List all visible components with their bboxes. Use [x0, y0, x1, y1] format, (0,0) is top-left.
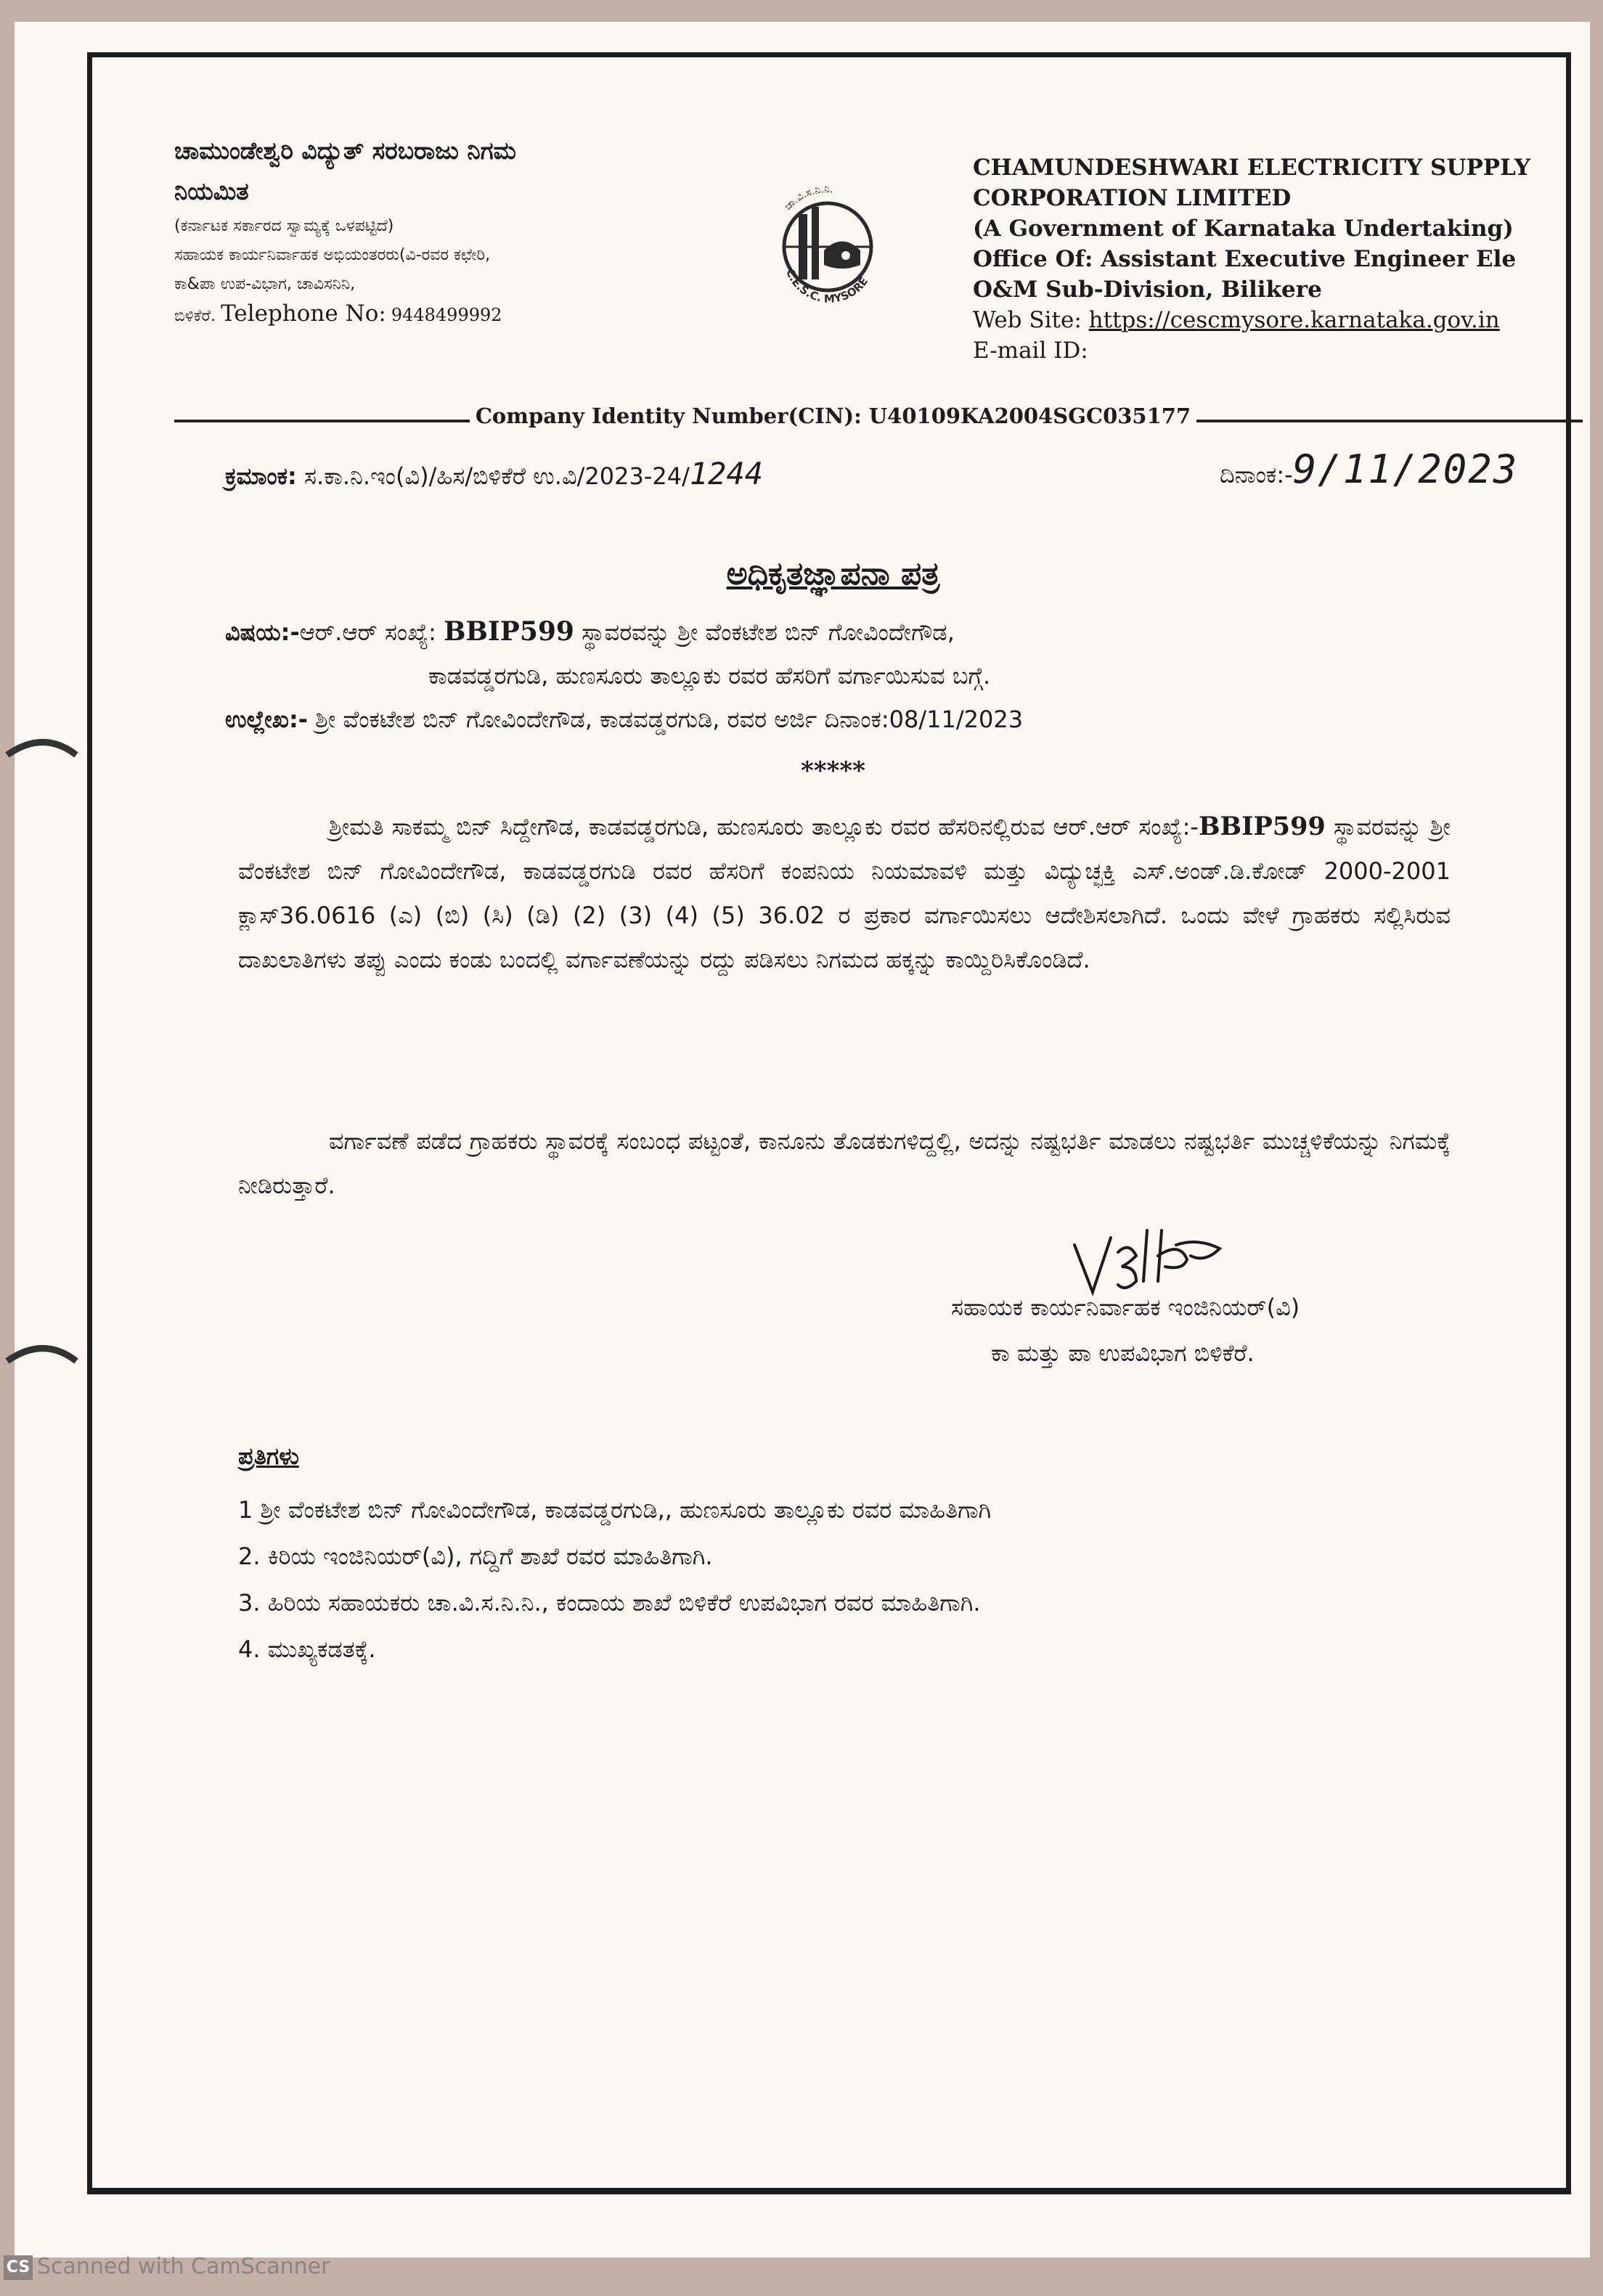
handwritten-date: 9/11/2023	[1292, 446, 1519, 492]
email-label: E-mail ID:	[973, 338, 1088, 364]
document-title: ಅಧಿಕೃತಜ್ಞಾಪನಾ ಪತ್ರ	[726, 555, 940, 592]
org-suffix-kannada: ನಿಯಮಿತ	[174, 177, 249, 205]
svg-text:C.E.S.C. MYSORE	[783, 267, 870, 306]
reference-number	[225, 456, 763, 491]
cin-line: Company Identity Number(CIN): U40109KA2004SGC035177	[174, 404, 1492, 428]
org-name-kannada: ಚಾಮುಂಡೇಶ್ವರಿ ವಿದ್ಯುತ್ ಸರಬರಾಜು ನಿಗಮ	[174, 136, 516, 165]
office-english: Office Of: Assistant Executive Engineer Ele	[973, 246, 1517, 272]
camscanner-badge: CS	[4, 2255, 33, 2280]
govt-undertaking-english: (A Government of Karnataka Undertaking)	[973, 216, 1514, 242]
place-kannada: ಬಿಳಿಕೆರೆ.	[174, 307, 216, 325]
body-paragraph-2: ವರ್ಗಾವಣೆ ಪಡೆದ ಗ್ರಾಹಕರು ಸ್ಥಾವರಕ್ಕೆ ಸಂಬಂಧ ಪಟ್ಟಂತೆ, ಕಾನೂನು ತೊಡಕುಗಳಿದ್ದಲ್ಲಿ, ಅದನ್ನು ನಷ್ಟಭರ್ತಿ ಮಾಡಲು ನಷ್ಟಭರ್ತಿ ಮುಚ್ಚಳಿಕೆಯನ್ನು ನಿಗಮಕ್ಕೆ ನೀಡಿರುತ್ತಾರೆ.	[238, 1127, 1451, 1199]
date-label: ದಿನಾಂಕ:-	[1220, 461, 1293, 489]
subject-line-2: ಕಾಡವಡ್ಡರಗುಡಿ, ಹುಣಸೂರು ತಾಲ್ಲೂಕು ರವರ ಹೆಸರಿಗೆ ವರ್ಗಾಯಿಸುವ ಬಗ್ಗೆ.	[428, 662, 991, 690]
header-right	[973, 152, 1575, 366]
org-suffix-english: CORPORATION LIMITED	[973, 185, 1292, 211]
date-line	[1220, 446, 1518, 492]
list-item: 2. ಕಿರಿಯ ಇಂಜಿನಿಯರ್(ವಿ), ಗದ್ದಿಗೆ ಶಾಖೆ ರವರ ಮಾಹಿತಿಗಾಗಿ.	[238, 1543, 713, 1570]
handwritten-number: 1244	[689, 456, 764, 491]
subject-block	[225, 610, 1474, 741]
telephone-label: Telephone No:	[221, 301, 386, 327]
subdivision-english: O&M Sub-Division, Bilikere	[973, 277, 1322, 303]
rr-number: BBIP599	[444, 616, 574, 647]
separator-stars: *****	[801, 756, 865, 785]
header-left	[174, 131, 755, 331]
body-rr-number: BBIP599	[1198, 812, 1326, 841]
reference-application-text: ಶ್ರೀ ವೆಂಕಟೇಶ ಬಿನ್ ಗೋವಿಂದೇಗೌಡ, ಕಾಡವಡ್ಡರಗುಡಿ, ರವರ ಅರ್ಜಿ ದಿನಾಂಕ:08/11/2023	[315, 706, 1024, 733]
website-line	[973, 305, 1575, 335]
list-item: 3. ಹಿರಿಯ ಸಹಾಯಕರು ಚಾ.ವಿ.ಸ.ನಿ.ನಿ., ಕಂದಾಯ ಶಾಖೆ ಬಿಳಿಕೆರೆ ಉಪವಿಭಾಗ ರವರ ಮಾಹಿತಿಗಾಗಿ.	[238, 1589, 981, 1617]
binder-ring-icon	[0, 1339, 87, 1383]
logo-top-text: ಚಾ.ವಿ.ಸ.ನಿ.ನಿ.	[782, 183, 834, 213]
binder-ring-icon	[0, 733, 87, 777]
list-item: 4. ಮುಖ್ಯಕಡತಕ್ಕೆ.	[238, 1635, 376, 1663]
subject-label: ವಿಷಯ:-	[225, 618, 300, 646]
subject-line: ವಿಷಯ:-ಆರ್.ಆರ್ ಸಂಖ್ಯೆ: BBIP599 ಸ್ಥಾವರವನ್ನು ಶ್ರೀ ವೆಂಕಟೇಶ ಬಿನ್ ಗೋವಿಂದೇಗೌಡ,	[225, 616, 955, 647]
document-page	[15, 22, 1590, 2258]
copies-list	[238, 1487, 1472, 1672]
reference-application-label: ಉಲ್ಲೇಖ:-	[225, 706, 309, 733]
reference-text: ಸ.ಕಾ.ನಿ.ಇಂ(ವಿ)/ಹಿಸ/ಬಿಳಿಕೆರೆ ಉ.ವಿ/2023-24/	[304, 462, 690, 490]
cesc-logo-icon	[755, 174, 900, 312]
camscanner-text: Scanned with CamScanner	[37, 2254, 330, 2279]
body-paragraph-1: ಶ್ರೀಮತಿ ಸಾಕಮ್ಮ ಬಿನ್ ಸಿದ್ದೇಗೌಡ, ಕಾಡವಡ್ಡರಗುಡಿ, ಹುಣಸೂರು ತಾಲ್ಲೂಕು ರವರ ಹೆಸರಿನಲ್ಲಿರುವ ಆರ್.ಆರ್ ಸಂಖ್ಯೆ:-BBIP599 ಸ್ಥಾವರವನ್ನು ಶ್ರೀ ವೆಂಕಟೇಶ ಬಿನ್ ಗೋವಿಂದೇಗೌಡ, ಕಾಡವಡ್ಡರಗುಡಿ ರವರ ಹೆಸರಿಗೆ ಕಂಪನಿಯ ನಿಯಮಾವಳಿ ಮತ್ತು ವಿದ್ಯುಚ್ಛಕ್ತಿ ಎಸ್.ಅಂಡ್.ಡಿ.ಕೋಡ್ 2000-2001 ಕ್ಲಾಸ್36.0616 (ಎ) (ಬಿ) (ಸಿ) (ಡಿ) (2) (3) (4) (5) 36.02 ರ ಪ್ರಕಾರ ವರ್ಗಾಯಿಸಲು ಆದೇಶಿಸಲಾಗಿದೆ. ಒಂದು ವೇಳೆ ಗ್ರಾಹಕರು ಸಲ್ಲಿಸಿರುವ ದಾಖಲಾತಿಗಳು ತಪ್ಪು ಎಂದು ಕಂಡು ಬಂದಲ್ಲಿ ವರ್ಗಾವಣೆಯನ್ನು ರದ್ದು ಪಡಿಸಲು ನಿಗಮದ ಹಕ್ಕನ್ನು ಕಾಯ್ದಿರಿಸಿಕೊಂಡಿದೆ.	[238, 812, 1451, 973]
scanner-watermark	[4, 2254, 330, 2280]
office-line-kannada: ಸಹಾಯಕ ಕಾರ್ಯನಿರ್ವಾಹಕ ಅಭಿಯಂತರರು(ವಿ-ರವರ ಕಛೇರಿ,	[174, 246, 491, 264]
list-item: 1 ಶ್ರೀ ವೆಂಕಟೇಶ ಬಿನ್ ಗೋವಿಂದೇಗೌಡ, ಕಾಡವಡ್ಡರಗುಡಿ,, ಹುಣಸೂರು ತಾಲ್ಲೂಕು ರವರ ಮಾಹಿತಿಗಾಗಿ	[238, 1496, 992, 1524]
reference-label: ಕ್ರಮಾಂಕ:	[225, 462, 297, 490]
copies-heading: ಪ್ರತಿಗಳು	[238, 1442, 299, 1470]
govt-undertaking-kannada: (ಕರ್ನಾಟಕ ಸರ್ಕಾರದ ಸ್ವಾಮ್ಯಕ್ಕೆ ಒಳಪಟ್ಟಿದೆ)	[174, 217, 394, 235]
signature-icon	[1067, 1223, 1241, 1303]
website-label: Web Site:	[973, 307, 1082, 333]
telephone-number: 9448499992	[391, 305, 502, 325]
org-name-english: CHAMUNDESHWARI ELECTRICITY SUPPLY	[973, 155, 1531, 181]
signatory-designation: ಸಹಾಯಕ ಕಾರ್ಯನಿರ್ವಾಹಕ ಇಂಜಿನಿಯರ್(ವಿ)	[951, 1294, 1300, 1321]
signatory-office: ಕಾ ಮತ್ತು ಪಾ ಉಪವಿಭಾಗ ಬಿಳಿಕೆರೆ.	[991, 1339, 1255, 1367]
subdivision-kannada: ಕಾ&ಪಾ ಉಪ-ವಿಭಾಗ, ಚಾವಿಸನಿನಿ,	[174, 275, 356, 293]
telephone-line	[174, 299, 755, 331]
website-link[interactable]: https://cescmysore.karnataka.gov.in	[1088, 307, 1500, 333]
logo-bottom-text: C.E.S.C. MYSORE	[783, 266, 871, 306]
reference-application-line	[225, 698, 1474, 741]
